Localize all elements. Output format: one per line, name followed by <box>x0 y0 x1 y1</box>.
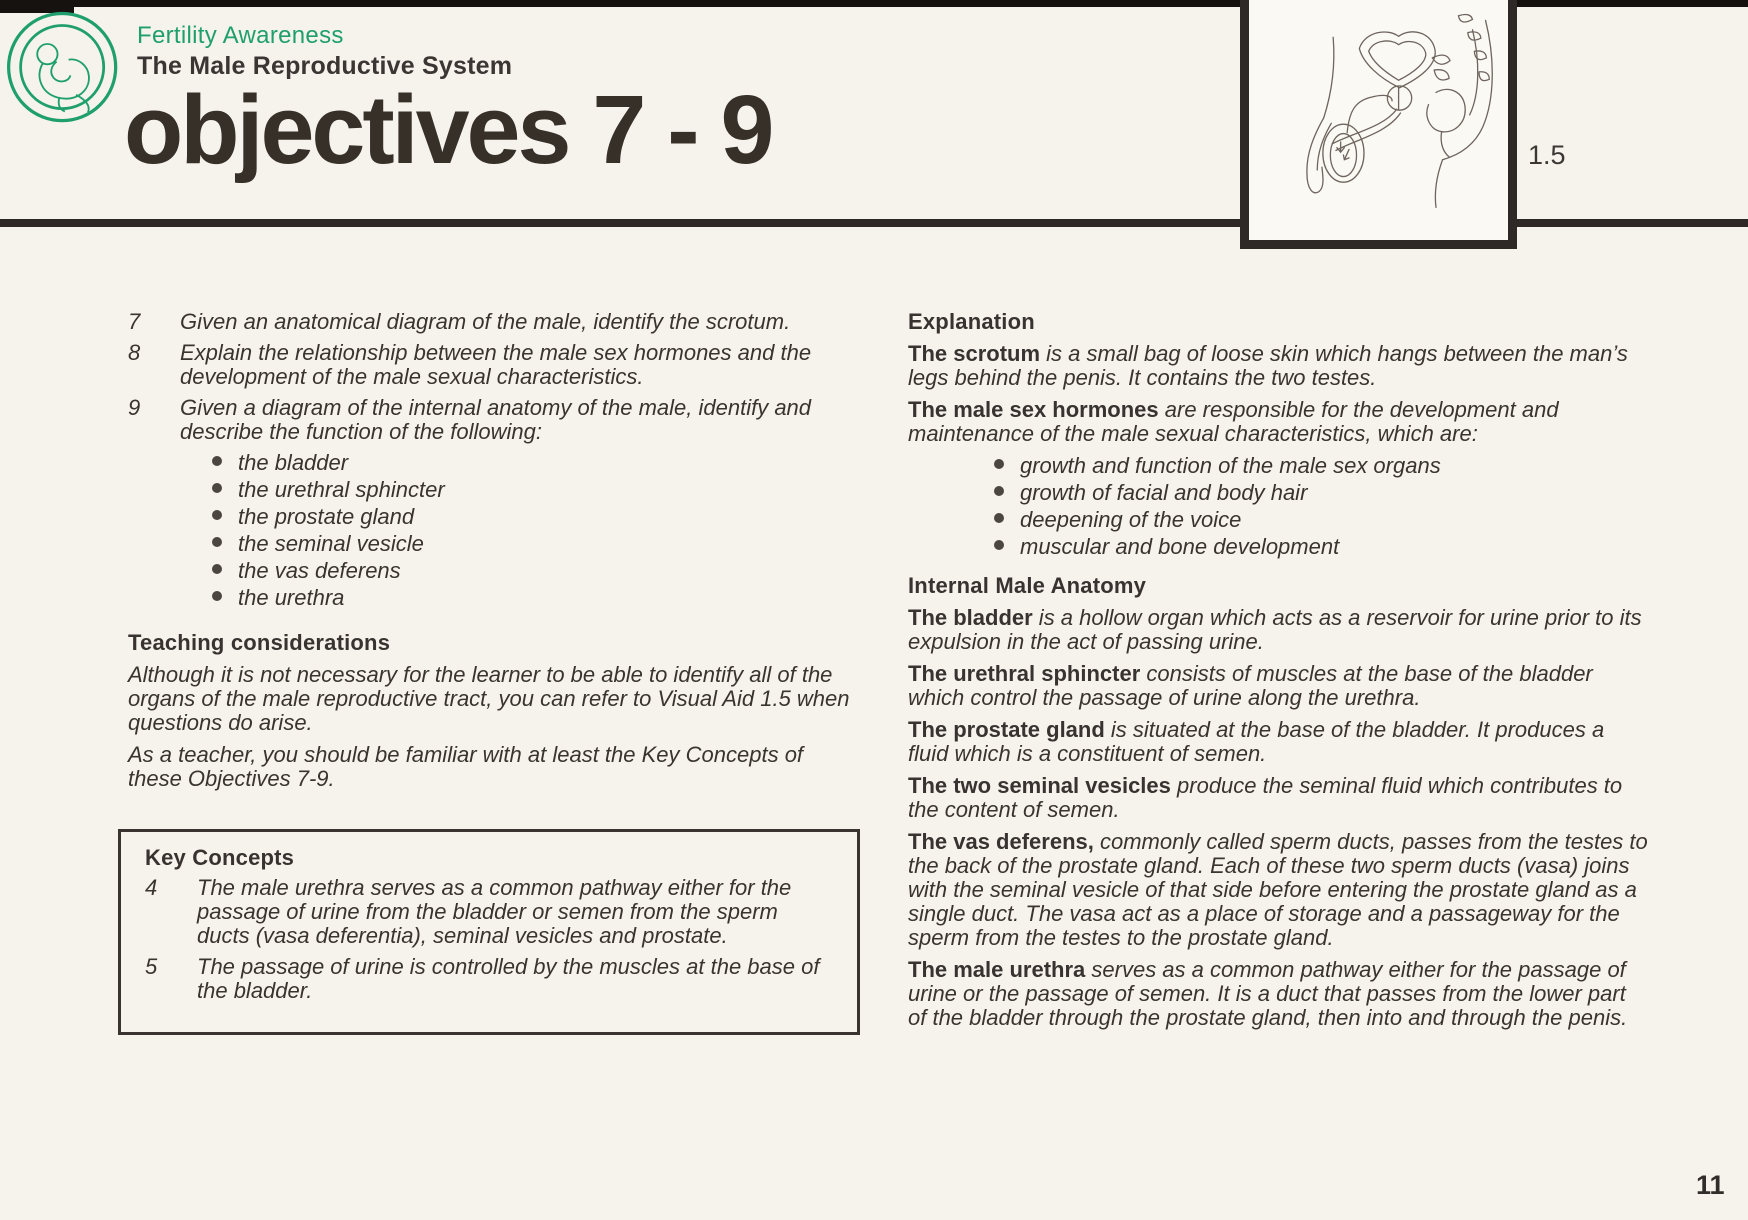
bullet-item <box>994 481 1648 504</box>
bullet-label: growth and function of the male sex organs <box>1020 453 1441 478</box>
anatomy-paragraph-bladder <box>908 606 1648 654</box>
module-subtitle: The Male Reproductive System <box>137 52 513 80</box>
key-concepts-box <box>118 829 860 1035</box>
objective-item-7 <box>128 310 858 334</box>
bullet-dot-icon <box>212 510 222 520</box>
teaching-considerations-heading: Teaching considerations <box>128 630 391 655</box>
bullet-dot-icon <box>994 459 1004 469</box>
bullet-label: growth of facial and body hair <box>1020 480 1308 505</box>
page-number: 11 <box>1696 1170 1725 1200</box>
term-lead: The vas deferens, <box>908 829 1094 854</box>
visual-aid-number: 1.5 <box>1528 140 1566 170</box>
hormone-bullet-list <box>908 454 1648 558</box>
term-definition: is a hollow organ which acts as a reservoir for urine prior to its expulsion in the act of passing urine. <box>908 605 1642 654</box>
objective-number: 9 <box>128 395 141 420</box>
term-definition: consists of muscles at the base of the bladder which control the passage of urine along the urethra. <box>908 661 1593 710</box>
objective-bullet-list <box>128 451 858 609</box>
key-concept-number: 4 <box>145 875 158 900</box>
objective-text: Explain the relationship between the male sex hormones and the development of the male sexual characteristics. <box>180 340 812 389</box>
term-lead: The bladder <box>908 605 1033 630</box>
explanation-paragraph-hormones <box>908 398 1648 446</box>
bullet-dot-icon <box>994 513 1004 523</box>
internal-anatomy-heading: Internal Male Anatomy <box>908 573 1147 598</box>
term-lead: The prostate gland <box>908 717 1105 742</box>
key-concept-item-4 <box>145 876 833 948</box>
bullet-item <box>212 586 858 609</box>
bullet-label: the bladder <box>238 450 349 475</box>
right-column <box>908 310 1648 1038</box>
bullet-label: muscular and bone development <box>1020 534 1340 559</box>
bullet-item <box>212 505 858 528</box>
left-column <box>128 310 858 1038</box>
term-definition: are responsible for the development and maintenance of the male sexual characteristics, which are: <box>908 397 1559 446</box>
anatomy-paragraph-seminal-vesicles <box>908 774 1648 822</box>
key-concept-text: The male urethra serves as a common pathway either for the passage of urine from the bladder or semen from the sperm ducts (vasa deferentia), seminal vesicles and prostate. <box>197 875 792 948</box>
term-lead: The scrotum <box>908 341 1041 366</box>
key-concept-text: The passage of urine is controlled by the muscles at the base of the bladder. <box>197 954 820 1003</box>
bullet-dot-icon <box>212 483 222 493</box>
anatomy-paragraph-prostate <box>908 718 1648 766</box>
objective-item-8 <box>128 341 858 389</box>
objective-number: 7 <box>128 309 141 334</box>
bullet-item <box>994 508 1648 531</box>
brand-title: Fertility Awareness <box>137 22 344 49</box>
bullet-label: the urethra <box>238 585 345 610</box>
bullet-label: the urethral sphincter <box>238 477 445 502</box>
anatomy-paragraph-male-urethra <box>908 958 1648 1030</box>
explanation-heading: Explanation <box>908 309 1035 334</box>
term-definition: is situated at the base of the bladder. It produces a fluid which is a constituent of semen. <box>908 717 1605 766</box>
male-anatomy-diagram-icon <box>1249 0 1508 240</box>
anatomy-paragraph-urethral-sphincter <box>908 662 1648 710</box>
bullet-dot-icon <box>994 486 1004 496</box>
term-definition: is a small bag of loose skin which hangs between the man’s legs behind the penis. It contains the two testes. <box>908 341 1628 390</box>
bullet-dot-icon <box>212 537 222 547</box>
visual-aid-box <box>1240 0 1517 249</box>
term-definition: serves as a common pathway either for the passage of urine or the passage of semen. It is a duct that passes from the lower part of the bladder through the prostate gland, then into and through the penis. <box>908 957 1628 1030</box>
bullet-item <box>212 451 858 474</box>
main-content <box>128 310 1648 1038</box>
bullet-label: the prostate gland <box>238 504 415 529</box>
teaching-paragraph: As a teacher, you should be familiar with at least the Key Concepts of these Objectives 7-9. <box>128 742 804 791</box>
bullet-dot-icon <box>212 456 222 466</box>
bullet-item <box>212 559 858 582</box>
bullet-item <box>212 532 858 555</box>
bullet-label: the vas deferens <box>238 558 401 583</box>
objective-text: Given an anatomical diagram of the male, identify the scrotum. <box>180 309 791 334</box>
teaching-paragraph: Although it is not necessary for the learner to be able to identify all of the organs of the male reproductive tract, you can refer to Visual Aid 1.5 when questions do arise. <box>128 662 850 735</box>
term-lead: The male sex hormones <box>908 397 1159 422</box>
key-concept-number: 5 <box>145 954 158 979</box>
explanation-paragraph-scrotum <box>908 342 1648 390</box>
objective-item-9 <box>128 396 858 444</box>
key-concepts-heading: Key Concepts <box>145 845 295 870</box>
term-lead: The male urethra <box>908 957 1086 982</box>
bullet-item <box>994 454 1648 477</box>
objective-text: Given a diagram of the internal anatomy of the male, identify and describe the function of the following: <box>180 395 812 444</box>
key-concept-item-5 <box>145 955 833 1003</box>
term-definition: commonly called sperm ducts, passes from the testes to the back of the prostate gland. Each of these two sperm ducts (vasa) joins with the seminal vesicle of that side before entering the prostate gland as a single duct. The vasa act as a place of storage and a passageway for the sperm from the testes to the prostate gland. <box>908 829 1648 950</box>
bullet-item <box>994 535 1648 558</box>
bullet-dot-icon <box>994 540 1004 550</box>
term-lead: The two seminal vesicles <box>908 773 1171 798</box>
fertility-awareness-logo-icon <box>4 8 124 128</box>
term-definition: produce the seminal fluid which contributes to the content of semen. <box>908 773 1623 822</box>
bullet-dot-icon <box>212 564 222 574</box>
bullet-item <box>212 478 858 501</box>
bullet-dot-icon <box>212 591 222 601</box>
anatomy-paragraph-vas-deferens <box>908 830 1648 950</box>
page-title: objectives 7 - 9 <box>124 75 772 184</box>
bullet-label: the seminal vesicle <box>238 531 424 556</box>
objective-number: 8 <box>128 340 141 365</box>
bullet-label: deepening of the voice <box>1020 507 1242 532</box>
term-lead: The urethral sphincter <box>908 661 1141 686</box>
